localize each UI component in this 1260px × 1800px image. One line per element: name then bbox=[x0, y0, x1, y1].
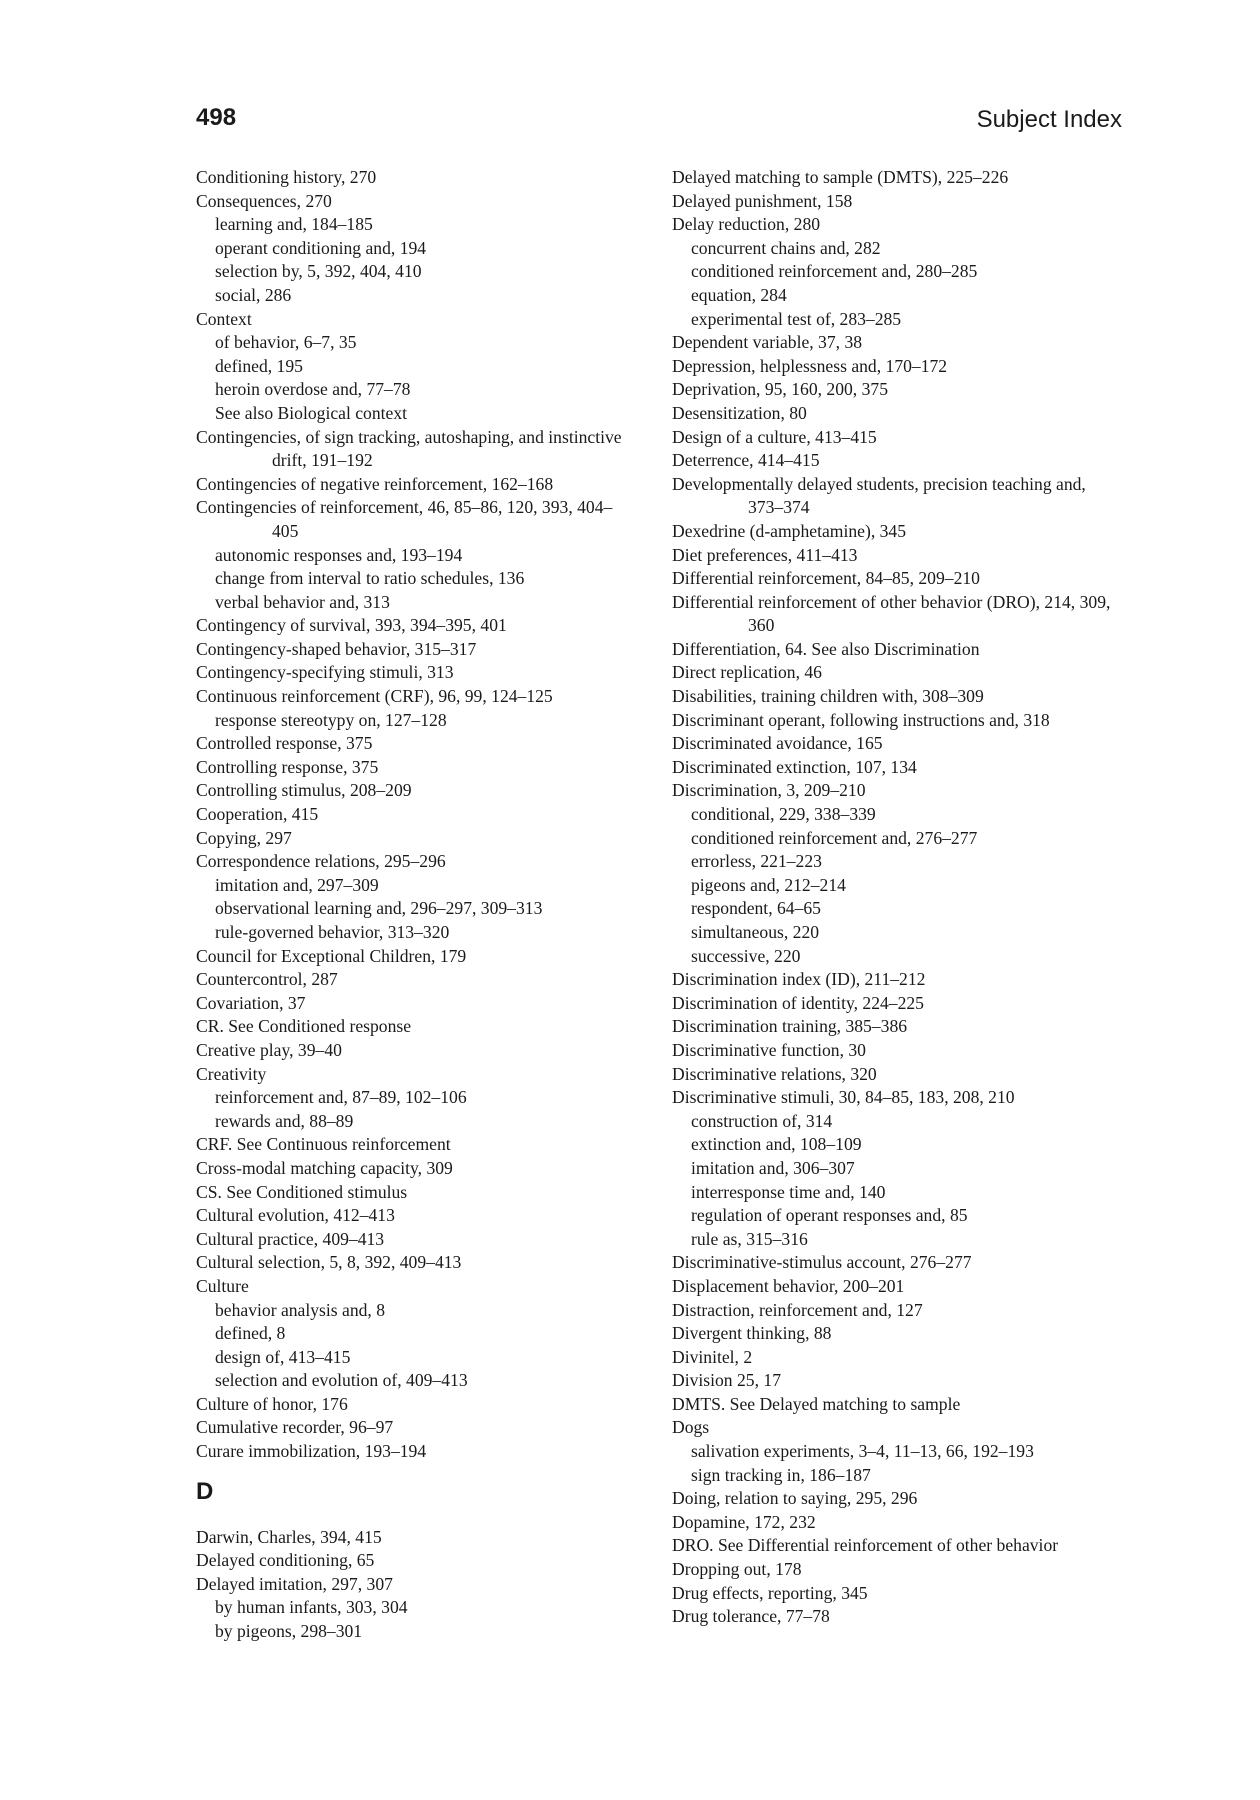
index-subentry: conditioned reinforcement and, 280–285 bbox=[691, 261, 978, 282]
index-entry: Controlling stimulus, 208–209 bbox=[196, 780, 412, 801]
index-entry: Delayed conditioning, 65 bbox=[196, 1550, 375, 1571]
index-entry: Discriminated avoidance, 165 bbox=[672, 733, 883, 754]
index-entry: Culture bbox=[196, 1275, 249, 1296]
index-subentry: defined, 8 bbox=[215, 1323, 286, 1344]
index-subentry: rule as, 315–316 bbox=[691, 1228, 808, 1249]
index-entry: Distraction, reinforcement and, 127 bbox=[672, 1299, 923, 1320]
index-subentry: by pigeons, 298–301 bbox=[215, 1621, 363, 1642]
index-entries-d bbox=[196, 1526, 636, 1644]
index-subentry: heroin overdose and, 77–78 bbox=[215, 379, 411, 400]
index-entry: Consequences, 270 bbox=[196, 190, 332, 211]
index-entry: Doing, relation to saying, 295, 296 bbox=[672, 1488, 918, 1509]
index-subentry: pigeons and, 212–214 bbox=[691, 874, 846, 895]
index-subentry: conditioned reinforcement and, 276–277 bbox=[691, 827, 978, 848]
index-entry: Discrimination training, 385–386 bbox=[672, 1016, 908, 1037]
index-subentry: equation, 284 bbox=[691, 284, 787, 305]
index-entry: Countercontrol, 287 bbox=[196, 969, 338, 990]
index-entry: Correspondence relations, 295–296 bbox=[196, 851, 446, 872]
index-entry: Differentiation, 64. See also Discrimination bbox=[672, 638, 980, 659]
index-subentry: sign tracking in, 186–187 bbox=[691, 1464, 871, 1485]
index-entry: Dropping out, 178 bbox=[672, 1559, 802, 1580]
index-entry: Cooperation, 415 bbox=[196, 804, 319, 825]
index-entry: Contingency-shaped behavior, 315–317 bbox=[196, 638, 477, 659]
index-entry: Contingencies, of sign tracking, autoshaping, and instinctive drift, 191–192 bbox=[196, 426, 622, 471]
index-entries-d-continued bbox=[672, 166, 1122, 1629]
index-entry: CR. See Conditioned response bbox=[196, 1016, 412, 1037]
index-subentry: defined, 195 bbox=[215, 355, 303, 376]
index-entry: Direct replication, 46 bbox=[672, 662, 822, 683]
index-subentry: by human infants, 303, 304 bbox=[215, 1597, 408, 1618]
index-entry: Deterrence, 414–415 bbox=[672, 450, 820, 471]
index-entry: Division 25, 17 bbox=[672, 1370, 781, 1391]
index-entry: Discrimination index (ID), 211–212 bbox=[672, 969, 926, 990]
running-title: Subject Index bbox=[976, 106, 1122, 133]
index-entry: DRO. See Differential reinforcement of other behavior bbox=[672, 1535, 1059, 1556]
index-subentry: operant conditioning and, 194 bbox=[215, 237, 427, 258]
index-entry: CRF. See Continuous reinforcement bbox=[196, 1134, 451, 1155]
index-entry: Cultural practice, 409–413 bbox=[196, 1228, 385, 1249]
index-entry: Delayed matching to sample (DMTS), 225–226 bbox=[672, 167, 1009, 187]
index-entry: Cross-modal matching capacity, 309 bbox=[196, 1157, 453, 1178]
index-subentry: successive, 220 bbox=[691, 945, 801, 966]
index-subentry: observational learning and, 296–297, 309–313 bbox=[215, 898, 543, 919]
index-subentry: autonomic responses and, 193–194 bbox=[215, 544, 463, 565]
index-entry: Copying, 297 bbox=[196, 827, 292, 848]
index-entry: Dopamine, 172, 232 bbox=[672, 1511, 816, 1532]
index-subentry: concurrent chains and, 282 bbox=[691, 237, 881, 258]
index-entry: Covariation, 37 bbox=[196, 992, 306, 1013]
index-subentry: See also Biological context bbox=[215, 402, 408, 423]
index-subentry: reinforcement and, 87–89, 102–106 bbox=[215, 1087, 467, 1108]
index-entry: Delay reduction, 280 bbox=[672, 214, 821, 235]
index-subentry: interresponse time and, 140 bbox=[691, 1181, 886, 1202]
index-entry: Culture of honor, 176 bbox=[196, 1393, 348, 1414]
index-subentry: extinction and, 108–109 bbox=[691, 1134, 862, 1155]
index-entry: Drug tolerance, 77–78 bbox=[672, 1606, 830, 1627]
index-subentry: rewards and, 88–89 bbox=[215, 1110, 354, 1131]
index-subentry: selection by, 5, 392, 404, 410 bbox=[215, 261, 422, 282]
index-subentry: response stereotypy on, 127–128 bbox=[215, 709, 447, 730]
index-entry: Desensitization, 80 bbox=[672, 402, 807, 423]
index-entry: Creative play, 39–40 bbox=[196, 1039, 342, 1060]
index-column-right bbox=[672, 166, 1122, 1629]
index-entry: Discriminative function, 30 bbox=[672, 1039, 866, 1060]
index-entry: Discriminative-stimulus account, 276–277 bbox=[672, 1252, 972, 1273]
index-subentry: learning and, 184–185 bbox=[215, 214, 373, 235]
index-entry: Depression, helplessness and, 170–172 bbox=[672, 355, 948, 376]
index-subentry: of behavior, 6–7, 35 bbox=[215, 332, 357, 353]
section-letter-d: D bbox=[196, 1477, 214, 1505]
index-entry: Differential reinforcement of other behavior (DRO), 214, 309, 360 bbox=[672, 591, 1111, 636]
index-entry: Dependent variable, 37, 38 bbox=[672, 332, 863, 353]
index-entry: Continuous reinforcement (CRF), 96, 99, 124–125 bbox=[196, 686, 553, 707]
index-entry: Discriminative stimuli, 30, 84–85, 183, 208, 210 bbox=[672, 1087, 1015, 1108]
index-entry: Contingencies of reinforcement, 46, 85–86, 120, 393, 404–405 bbox=[196, 497, 613, 541]
index-entry: Controlled response, 375 bbox=[196, 733, 373, 754]
index-entry: Dexedrine (d-amphetamine), 345 bbox=[672, 520, 907, 541]
index-entry: Developmentally delayed students, precision teaching and, 373–374 bbox=[672, 473, 1086, 518]
index-entry: Curare immobilization, 193–194 bbox=[196, 1441, 427, 1462]
index-subentry: respondent, 64–65 bbox=[691, 898, 821, 919]
index-entry: Cumulative recorder, 96–97 bbox=[196, 1417, 394, 1438]
index-entry: Contingencies of negative reinforcement, 162–168 bbox=[196, 473, 554, 494]
index-entry: Discrimination of identity, 224–225 bbox=[672, 992, 924, 1013]
index-subentry: construction of, 314 bbox=[691, 1110, 833, 1131]
index-entry: Dogs bbox=[672, 1417, 710, 1438]
index-column-left bbox=[196, 166, 636, 1644]
index-subentry: behavior analysis and, 8 bbox=[215, 1299, 386, 1320]
index-entry: Controlling response, 375 bbox=[196, 756, 379, 777]
index-entry: Creativity bbox=[196, 1063, 267, 1084]
index-entry: Discriminative relations, 320 bbox=[672, 1063, 877, 1084]
index-entry: Conditioning history, 270 bbox=[196, 167, 377, 187]
index-entry: Context bbox=[196, 308, 252, 329]
index-subentry: regulation of operant responses and, 85 bbox=[691, 1205, 968, 1226]
index-entry: Divinitel, 2 bbox=[672, 1346, 753, 1367]
index-entry: Cultural evolution, 412–413 bbox=[196, 1205, 395, 1226]
index-entry: Displacement behavior, 200–201 bbox=[672, 1275, 905, 1296]
index-subentry: social, 286 bbox=[215, 284, 292, 305]
index-entry: Design of a culture, 413–415 bbox=[672, 426, 877, 447]
index-subentry: imitation and, 306–307 bbox=[691, 1157, 855, 1178]
index-entry: Drug effects, reporting, 345 bbox=[672, 1582, 868, 1603]
page-number: 498 bbox=[196, 104, 237, 131]
index-subentry: experimental test of, 283–285 bbox=[691, 308, 902, 329]
index-entry: Discriminated extinction, 107, 134 bbox=[672, 756, 917, 777]
index-entry: DMTS. See Delayed matching to sample bbox=[672, 1393, 961, 1414]
index-subentry: simultaneous, 220 bbox=[691, 922, 820, 942]
index-entry: Divergent thinking, 88 bbox=[672, 1323, 832, 1344]
index-entry: Delayed imitation, 297, 307 bbox=[196, 1573, 393, 1594]
index-entry: Discrimination, 3, 209–210 bbox=[672, 780, 866, 801]
index-subentry: change from interval to ratio schedules, 136 bbox=[215, 568, 525, 589]
index-subentry: verbal behavior and, 313 bbox=[215, 591, 390, 612]
index-subentry: design of, 413–415 bbox=[215, 1346, 351, 1367]
index-subentry: conditional, 229, 338–339 bbox=[691, 804, 876, 825]
index-entry: Contingency-specifying stimuli, 313 bbox=[196, 662, 454, 683]
index-entry: Discriminant operant, following instructions and, 318 bbox=[672, 709, 1050, 730]
index-entry: Darwin, Charles, 394, 415 bbox=[196, 1526, 382, 1547]
index-entry: Contingency of survival, 393, 394–395, 401 bbox=[196, 615, 507, 636]
index-entry: Disabilities, training children with, 308–309 bbox=[672, 686, 984, 707]
index-entry: Delayed punishment, 158 bbox=[672, 190, 853, 211]
index-entry: Diet preferences, 411–413 bbox=[672, 544, 858, 565]
index-entry: Cultural selection, 5, 8, 392, 409–413 bbox=[196, 1252, 462, 1273]
index-entry: Deprivation, 95, 160, 200, 375 bbox=[672, 379, 888, 400]
index-entry: CS. See Conditioned stimulus bbox=[196, 1181, 408, 1202]
index-subentry: rule-governed behavior, 313–320 bbox=[215, 922, 450, 942]
index-entry: Council for Exceptional Children, 179 bbox=[196, 945, 467, 966]
index-entries-c bbox=[196, 166, 636, 1464]
index-subentry: imitation and, 297–309 bbox=[215, 874, 379, 895]
index-subentry: selection and evolution of, 409–413 bbox=[215, 1370, 468, 1391]
index-subentry: salivation experiments, 3–4, 11–13, 66, 192–193 bbox=[691, 1441, 1034, 1462]
index-entry: Differential reinforcement, 84–85, 209–210 bbox=[672, 568, 980, 589]
index-subentry: errorless, 221–223 bbox=[691, 851, 822, 872]
